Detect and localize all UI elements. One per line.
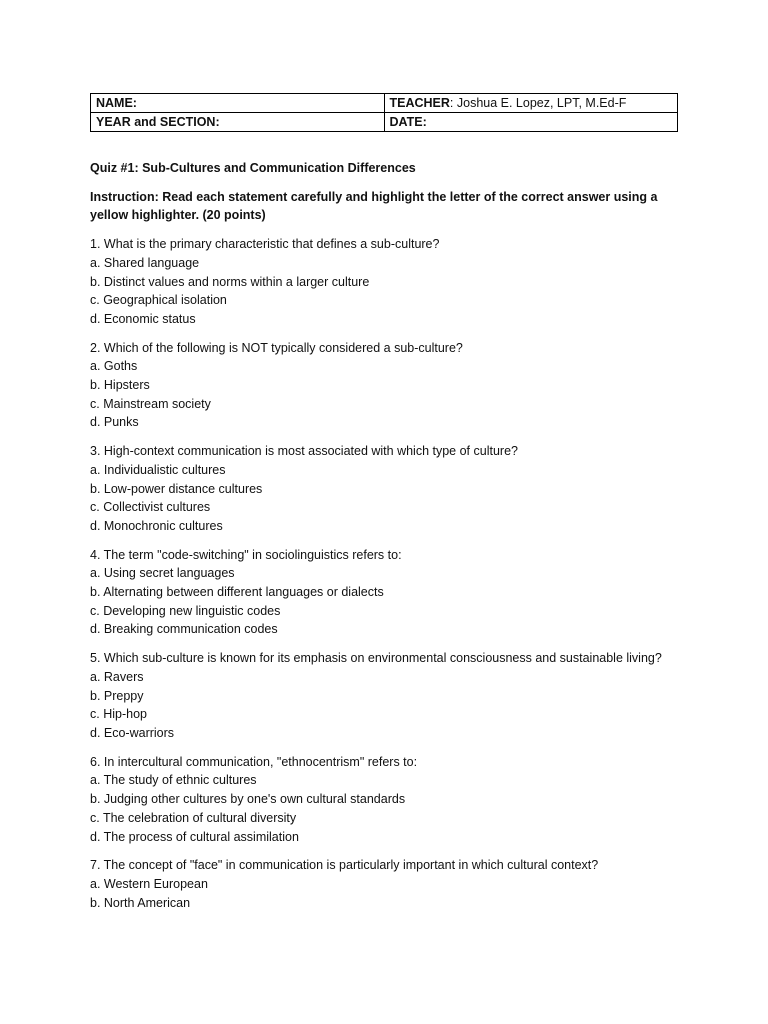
answer-option: a. The study of ethnic cultures	[90, 773, 257, 788]
answer-option: a. Using secret languages	[90, 566, 235, 581]
answer-option: d. Punks	[90, 415, 139, 430]
quiz-instruction: Instruction: Read each statement carefully and highlight the letter of the correct answer using a yellow highlighter. (20 points)	[90, 189, 658, 223]
year-section-label: YEAR and SECTION:	[96, 115, 220, 129]
answer-option: c. The celebration of cultural diversity	[90, 810, 297, 825]
question-2	[90, 339, 685, 433]
answer-option: c. Collectivist cultures	[90, 500, 211, 515]
student-info-table	[90, 93, 678, 132]
date-cell	[384, 113, 678, 132]
answer-option: a. Western European	[90, 876, 208, 891]
answer-option: b. Judging other cultures by one's own cultural standards	[90, 792, 406, 807]
answer-option: a. Ravers	[90, 669, 144, 684]
answer-option: d. Economic status	[90, 311, 196, 326]
name-label: NAME:	[96, 96, 137, 110]
answer-option: d. The process of cultural assimilation	[90, 829, 299, 844]
answer-option: b. Alternating between different languages or dialects	[90, 585, 384, 600]
answer-option: a. Individualistic cultures	[90, 462, 226, 477]
question-stem: 4. The term "code-switching" in sociolinguistics refers to:	[90, 547, 402, 562]
question-stem: 5. Which sub-culture is known for its emphasis on environmental consciousness and sustainable living?	[90, 651, 662, 666]
answer-option: c. Geographical isolation	[90, 293, 227, 308]
answer-option: c. Hip-hop	[90, 707, 147, 722]
quiz-title: Quiz #1: Sub-Cultures and Communication Differences	[90, 161, 416, 175]
date-label: DATE:	[389, 115, 427, 129]
answer-option: b. Preppy	[90, 688, 144, 703]
question-stem: 6. In intercultural communication, "ethnocentrism" refers to:	[90, 754, 418, 769]
answer-option: b. North American	[90, 895, 191, 910]
question-1	[90, 235, 685, 329]
question-stem: 2. Which of the following is NOT typically considered a sub-culture?	[90, 340, 463, 355]
answer-option: b. Hipsters	[90, 378, 150, 393]
question-6	[90, 753, 685, 847]
question-4	[90, 546, 685, 640]
table-row	[91, 113, 678, 132]
question-5	[90, 649, 685, 743]
question-list	[90, 235, 685, 912]
answer-option: b. Low-power distance cultures	[90, 481, 263, 496]
teacher-cell	[384, 94, 678, 113]
teacher-label: TEACHER	[389, 96, 450, 110]
year-section-cell	[91, 113, 385, 132]
answer-option: a. Goths	[90, 359, 138, 374]
answer-option: a. Shared language	[90, 255, 200, 270]
question-7	[90, 856, 685, 912]
question-stem: 1. What is the primary characteristic that defines a sub-culture?	[90, 237, 440, 252]
answer-option: d. Breaking communication codes	[90, 622, 278, 637]
question-stem: 7. The concept of "face" in communication is particularly important in which cultural context?	[90, 858, 599, 873]
answer-option: c. Mainstream society	[90, 396, 211, 411]
answer-option: d. Eco-warriors	[90, 725, 175, 740]
answer-option: d. Monochronic cultures	[90, 518, 223, 533]
table-row	[91, 94, 678, 113]
answer-option: b. Distinct values and norms within a larger culture	[90, 274, 370, 289]
quiz-content	[90, 159, 685, 922]
question-3	[90, 442, 685, 536]
answer-option: c. Developing new linguistic codes	[90, 603, 281, 618]
teacher-value: : Joshua E. Lopez, LPT, M.Ed-F	[449, 96, 627, 110]
name-cell	[91, 94, 385, 113]
question-stem: 3. High-context communication is most associated with which type of culture?	[90, 444, 518, 459]
